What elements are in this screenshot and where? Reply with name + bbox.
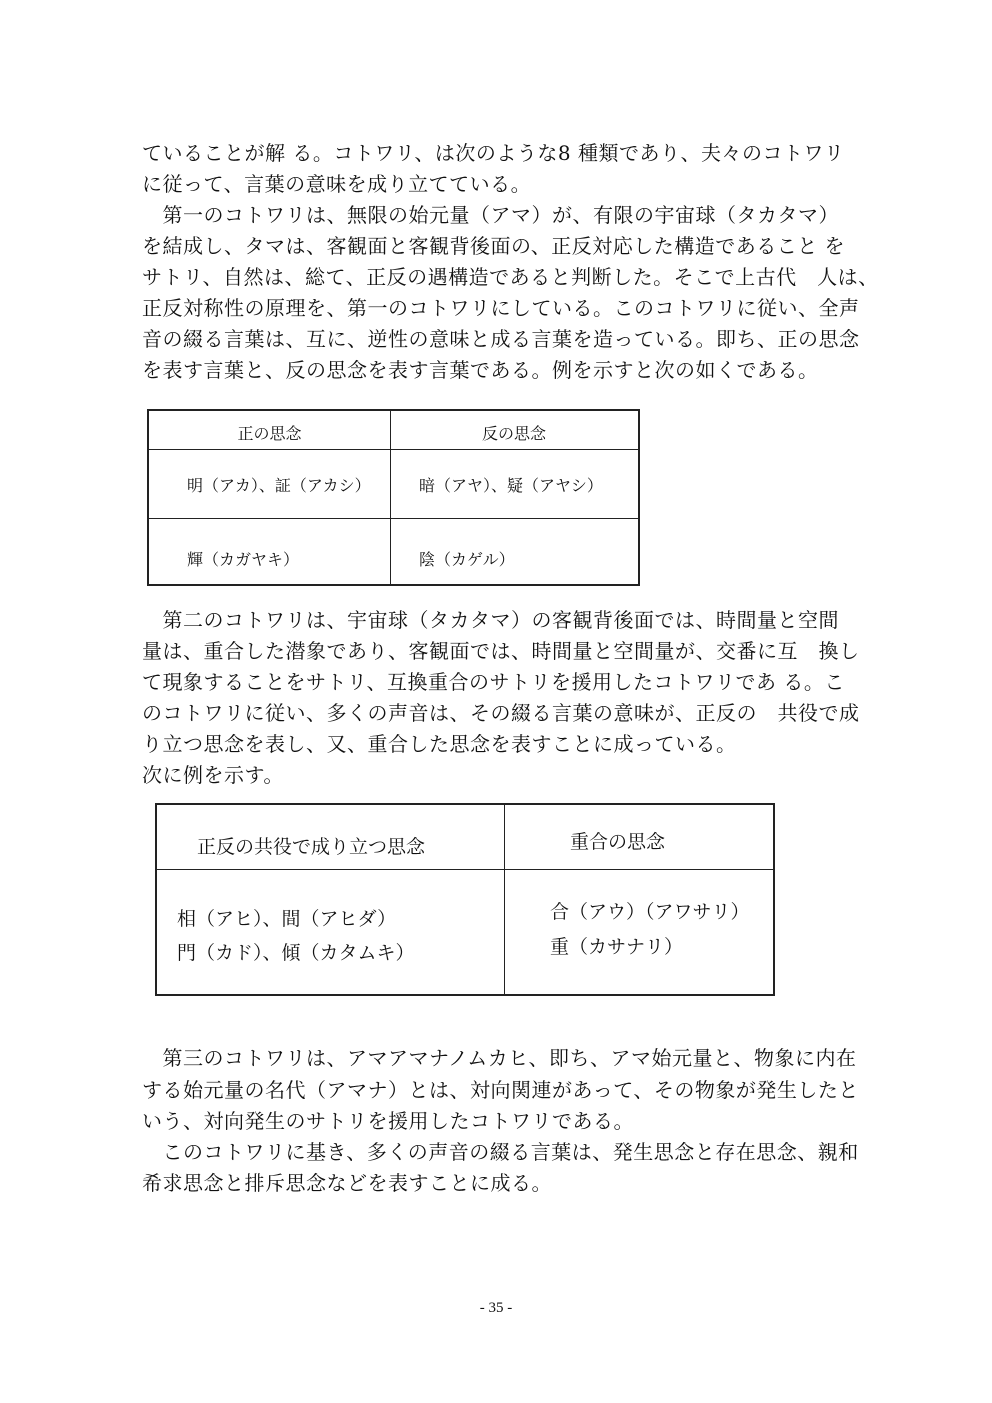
body-text-line: ていることが解 る。コトワリ、は次のような8 種類であり、夫々のコトワリ bbox=[142, 141, 845, 165]
table-cell: 相（アヒ）、間（アヒダ） bbox=[177, 908, 397, 930]
table-header-negative: 反の思念 bbox=[481, 424, 546, 443]
body-text-line: 希求思念と排斥思念などを表すことに成る。 bbox=[142, 1171, 552, 1195]
table-cell: 重（カサナリ） bbox=[550, 936, 684, 958]
body-text-line: 量は、重合した潜象であり、客観面では、時間量と空間量が、交番に互 換し bbox=[142, 639, 860, 663]
body-text-line: このコトワリに基き、多くの声音の綴る言葉は、発生思念と存在思念、親和 bbox=[142, 1140, 859, 1164]
table-header-positive: 正の思念 bbox=[237, 424, 302, 443]
body-text-line: に従って、言葉の意味を成り立てている。 bbox=[142, 172, 532, 196]
body-text-line: 音の綴る言葉は、互に、逆性の意味と成る言葉を造っている。即ち、正の思念 bbox=[142, 327, 860, 351]
body-text-line: 次に例を示す。 bbox=[142, 763, 284, 787]
body-text-line: のコトワリに従い、多くの声音は、その綴る言葉の意味が、正反の 共役で成 bbox=[142, 701, 860, 725]
table-positive-negative bbox=[147, 409, 640, 586]
body-text-line: 第二のコトワリは、宇宙球（タカタマ）の客観背後面では、時間量と空間 bbox=[142, 608, 839, 632]
body-text-line: する始元量の名代（アマナ）とは、対向関連があって、その物象が発生したと bbox=[142, 1078, 859, 1102]
table-cell: 門（カド）、傾（カタムキ） bbox=[177, 942, 415, 964]
body-text-line: 第三のコトワリは、アマアマナノムカヒ、即ち、アマ始元量と、物象に内在 bbox=[142, 1046, 857, 1070]
table-conjugate-overlap bbox=[155, 803, 775, 996]
table-header-conjugate: 正反の共役で成り立つ思念 bbox=[197, 836, 426, 858]
table-cell: 明（アカ）、証（アカシ） bbox=[187, 476, 371, 495]
body-text-line: サトリ、自然は、総て、正反の遇構造であると判断した。そこで上古代 人は、 bbox=[142, 265, 879, 289]
table-cell: 合（アウ）（アワサリ） bbox=[550, 901, 750, 923]
table-cell: 暗（アヤ）、疑（アヤシ） bbox=[419, 476, 603, 495]
body-text-line: を表す言葉と、反の思念を表す言葉である。例を示すと次の如くである。 bbox=[142, 358, 819, 382]
body-text-line: 正反対称性の原理を、第一のコトワリにしている。このコトワリに従い、全声 bbox=[142, 296, 860, 320]
body-text-line: 第一のコトワリは、無限の始元量（アマ）が、有限の宇宙球（タカタマ） bbox=[142, 203, 839, 227]
body-text-line: て現象することをサトリ、互換重合のサトリを援用したコトワリであ る。こ bbox=[142, 670, 845, 694]
body-text-line: を結成し、タマは、客観面と客観背後面の、正反対応した構造であること を bbox=[142, 234, 846, 258]
body-text-line: り立つ思念を表し、又、重合した思念を表すことに成っている。 bbox=[142, 732, 737, 756]
table-cell: 輝（カガヤキ） bbox=[187, 550, 300, 569]
page-number: - 35 - bbox=[479, 1300, 513, 1316]
body-text-line: いう、対向発生のサトリを援用したコトワリである。 bbox=[142, 1109, 634, 1133]
table-cell: 陰（カゲル） bbox=[419, 550, 515, 569]
table-header-overlap: 重合の思念 bbox=[570, 831, 666, 853]
